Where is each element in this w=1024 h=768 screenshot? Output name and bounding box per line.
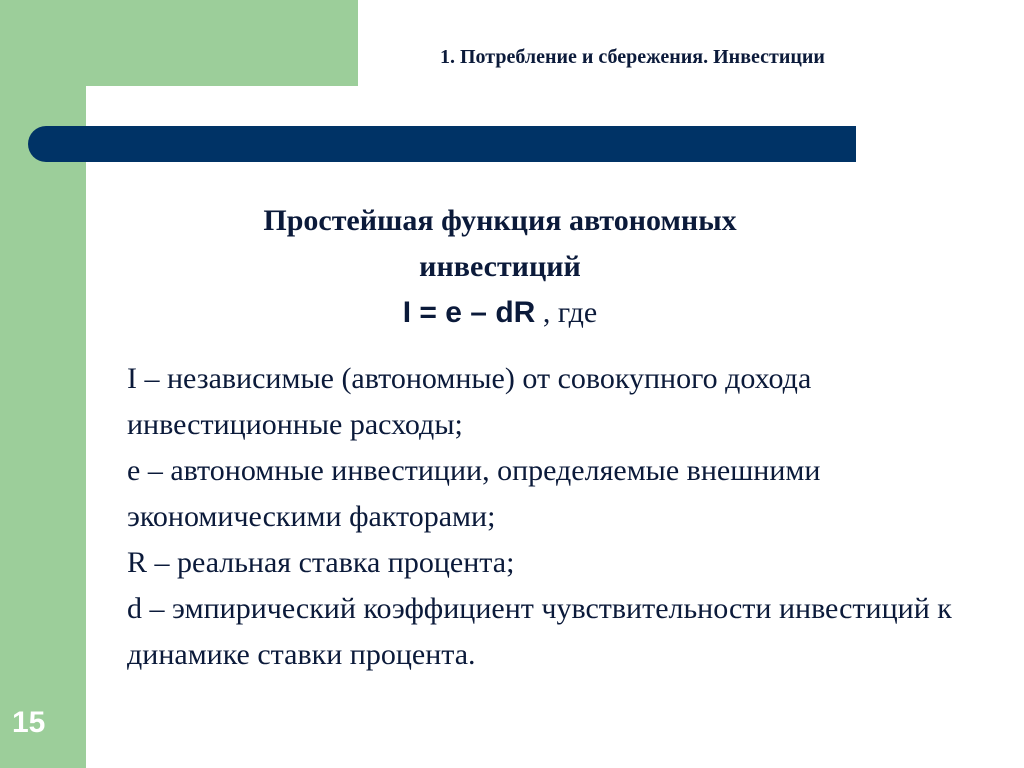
slide-number: 15 (12, 706, 46, 739)
definition-r: R – реальная ставка процента; (127, 546, 515, 579)
definition-i: I – независимые (автономные) от совокупного дохода инвестиционные расходы; (127, 362, 812, 441)
heading-line-1: Простейшая функция автономных (263, 204, 737, 237)
slide-heading (180, 198, 820, 336)
formula-suffix: , где (535, 296, 598, 329)
formula-line (180, 290, 820, 336)
left-green-band (0, 0, 86, 768)
investment-formula: I = e – dR (402, 296, 536, 329)
heading-line-2: инвестиций (419, 250, 581, 283)
slide-header-title: 1. Потребление и сбережения. Инвестиции (440, 46, 825, 68)
definition-e: e – автономные инвестиции, определяемые внешними экономическими факторами; (127, 454, 821, 533)
definition-d: d – эмпирический коэффициент чувствительности инвестиций к динамике ставки процента. (127, 592, 952, 671)
top-green-band (0, 0, 358, 86)
navy-divider-bar (28, 126, 856, 162)
definitions-list (127, 356, 997, 678)
